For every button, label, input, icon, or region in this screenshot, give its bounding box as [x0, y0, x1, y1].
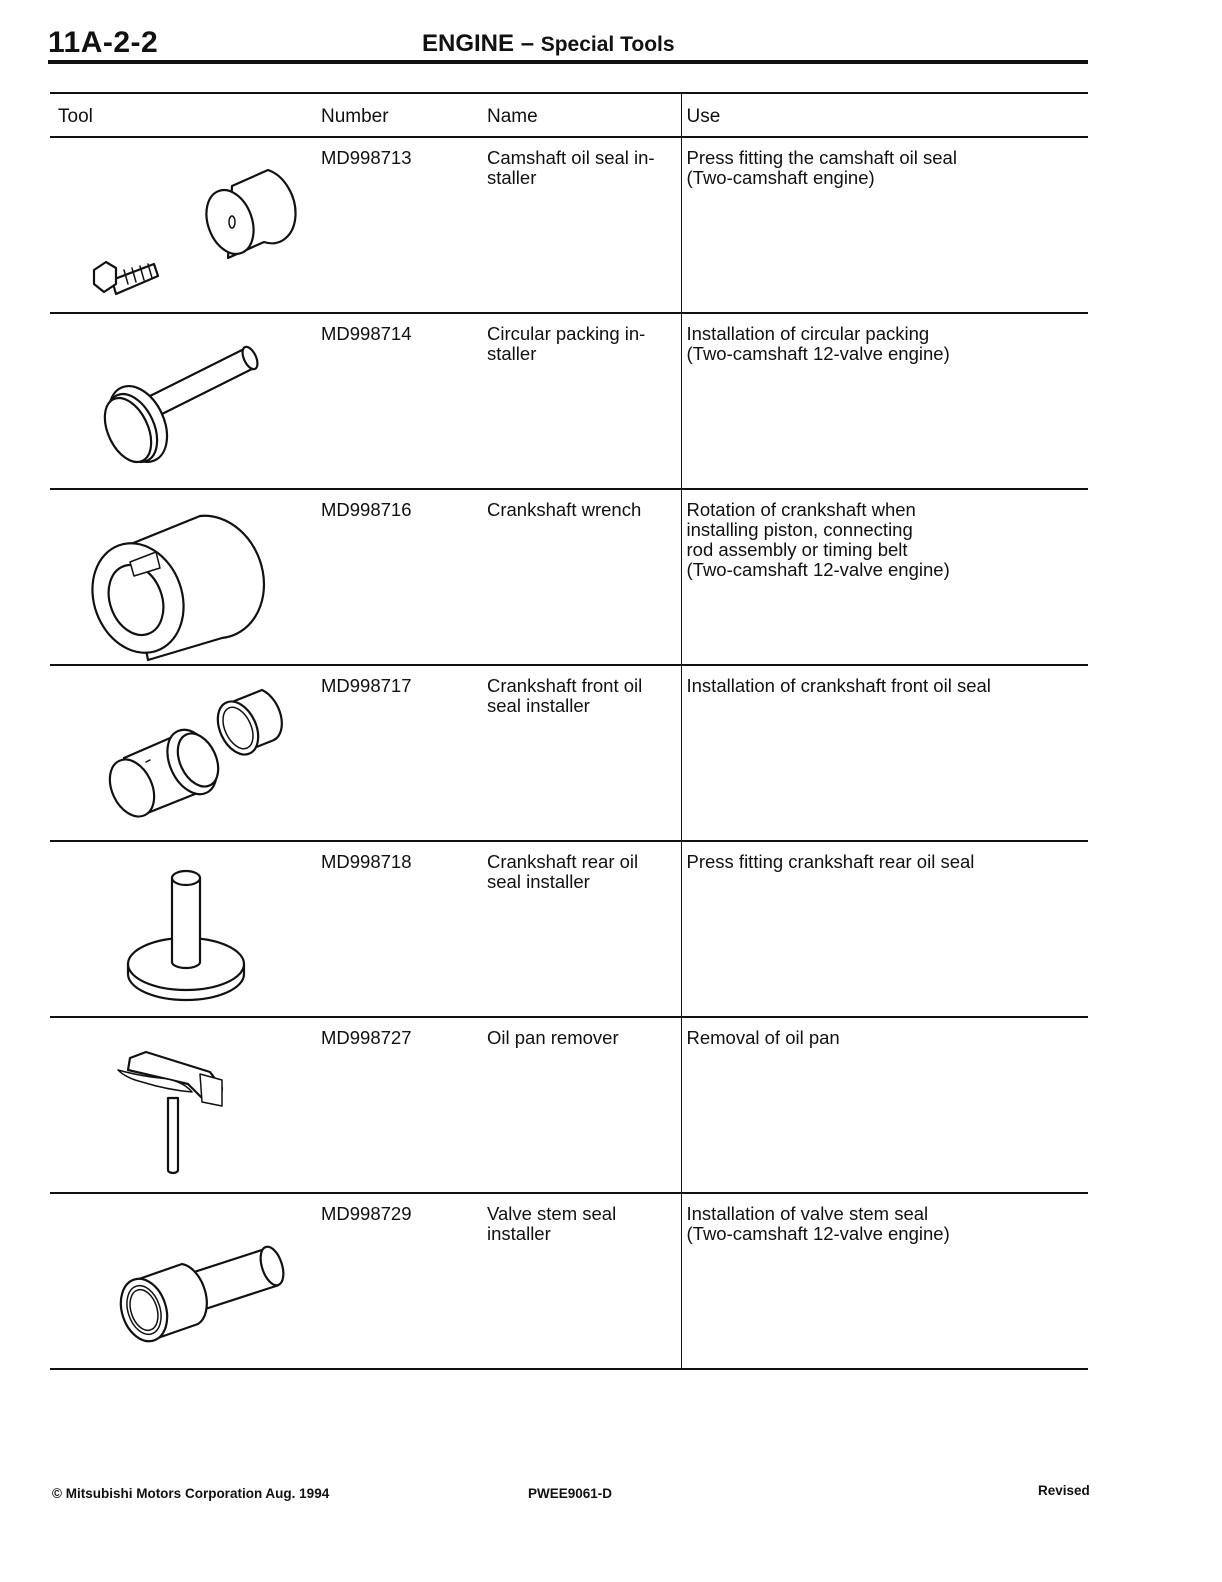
tool-name: Crankshaft rear oil seal installer: [487, 851, 639, 892]
tool-number: MD998716: [321, 499, 412, 520]
valve-stem-seal-installer-icon: [50, 1194, 315, 1370]
tool-number: MD998729: [321, 1203, 412, 1224]
tool-illustration-cell: [50, 313, 315, 489]
table-header-row: [50, 93, 1088, 137]
tool-use: Press fitting crankshaft rear oil seal: [681, 841, 1088, 1017]
table-row: [50, 137, 1088, 313]
tool-name: Crankshaft front oil seal installer: [487, 675, 643, 716]
footer-status: Revised: [1038, 1483, 1090, 1498]
column-header-number: Number: [321, 106, 389, 127]
tool-number: MD998718: [321, 851, 412, 872]
tool-use: Installation of valve stem seal (Two-camshaft 12-valve engine): [681, 1193, 1088, 1369]
header-rule: [48, 60, 1088, 64]
tool-illustration-cell: [50, 489, 315, 665]
tool-name: Oil pan remover: [487, 1027, 619, 1048]
tool-name: Crankshaft wrench: [487, 499, 642, 520]
table-row: [50, 1017, 1088, 1193]
tool-use: Press fitting the camshaft oil seal (Two-camshaft engine): [681, 137, 1088, 313]
table-row: [50, 313, 1088, 489]
crankshaft-front-oil-seal-installer-icon: [50, 666, 315, 842]
oil-pan-remover-icon: [50, 1018, 315, 1194]
title-separator: –: [520, 30, 535, 57]
section-subtitle: Special Tools: [540, 33, 675, 56]
tool-use: Rotation of crankshaft when installing piston, connecting rod assembly or timing belt (Two-camshaft 12-valve engine): [681, 489, 1088, 665]
section-title: ENGINE: [422, 30, 515, 57]
tool-name: Valve stem seal installer: [487, 1203, 617, 1244]
table-row: [50, 841, 1088, 1017]
footer-copyright: © Mitsubishi Motors Corporation Aug. 1994: [52, 1486, 330, 1501]
crankshaft-rear-oil-seal-installer-icon: [50, 842, 315, 1018]
tool-name: Camshaft oil seal in- staller: [487, 147, 655, 188]
tool-illustration-cell: [50, 841, 315, 1017]
tool-number: MD998714: [321, 323, 412, 344]
tool-use: Installation of circular packing (Two-camshaft 12-valve engine): [681, 313, 1088, 489]
camshaft-oil-seal-installer-icon: [50, 138, 315, 314]
footer-doc-code: PWEE9061-D: [528, 1486, 613, 1501]
circular-packing-installer-icon: [50, 314, 315, 490]
crankshaft-wrench-icon: [50, 490, 315, 666]
column-header-use: Use: [681, 93, 1088, 137]
tool-number: MD998713: [321, 147, 412, 168]
column-header-tool: Tool: [58, 106, 93, 127]
tool-illustration-cell: [50, 665, 315, 841]
column-header-name: Name: [487, 106, 538, 127]
special-tools-table: [50, 92, 1088, 1370]
tool-illustration-cell: [50, 137, 315, 313]
tool-illustration-cell: [50, 1193, 315, 1369]
tool-use: Removal of oil pan: [681, 1017, 1088, 1193]
tool-number: MD998727: [321, 1027, 412, 1048]
table-row: [50, 1193, 1088, 1369]
tool-use: Installation of crankshaft front oil seal: [681, 665, 1088, 841]
tool-illustration-cell: [50, 1017, 315, 1193]
table-row: [50, 489, 1088, 665]
tool-name: Circular packing in- staller: [487, 323, 646, 364]
tool-number: MD998717: [321, 675, 412, 696]
page-title: [422, 30, 675, 58]
page-number: 11A-2-2: [48, 26, 159, 59]
table-row: [50, 665, 1088, 841]
